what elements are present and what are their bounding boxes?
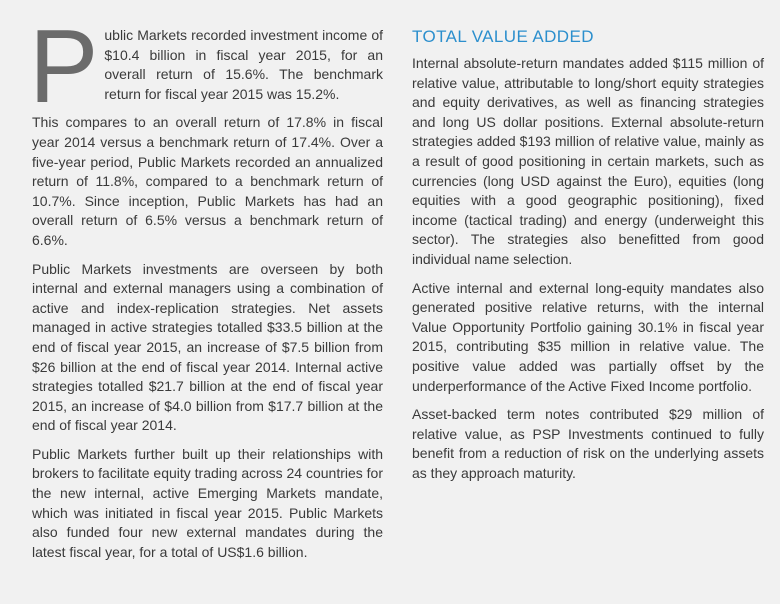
returns-comparison-paragraph: This compares to an overall return of 17.8% in fiscal year 2014 versus a benchmark return of 17.4%. Over a five-year period, Public Markets recorded an annualized return of 11.8%, compared to a benchmark return of 10.7%. Since inception, Public Markets has had an overall return of 6.5% versus a benchmark return of 6.6%. <box>32 114 383 248</box>
dropcap-letter: P <box>29 9 99 125</box>
long-equity-paragraph: Active internal and external long-equity mandates also generated positive relative returns, with the internal Value Opportunity Portfolio gaining 30.1% in fiscal year 2015, contributing $35 million in relative value. The positive value added was partially offset by the underperformance of the Active Fixed Income portfolio. <box>412 279 764 394</box>
section-heading: TOTAL VALUE ADDED <box>412 27 594 46</box>
managers-strategies-paragraph: Public Markets investments are overseen by both internal and external managers using a combination of active and index-replication strategies. Net assets managed in active strategies totalled $33.5 billion at the end of fiscal year 2015, an increase of $7.5 billion from $26 billion at the end of fiscal year 2014. Internal active strategies totalled $21.7 billion at the end of fiscal year 2015, an increase of $4.0 billion from $17.7 billion at the end of fiscal year 2014. <box>32 260 383 434</box>
broker-relationships-paragraph: Public Markets further built up their relationships with brokers to facilitate equity trading across 24 countries for the new internal, active Emerging Markets mandate, which was initiated in fiscal year 2015. Public Markets also funded four new external mandates during the latest fiscal year, for a total of US$1.6 billion. <box>32 445 383 560</box>
absolute-return-paragraph: Internal absolute-return mandates added $115 million of relative value, attributable to long/short equity strategies and equity derivatives, as well as financing strategies and long US dollar positions. External absolute-return strategies added $193 million of relative value, mainly as a result of good positioning in certain markets, such as currencies (long USD against the Euro), equities (long equities with a good geographic positioning), fixed income (tactical trading) and energy (underweight this sector). The strategies also benefitted from good individual name selection. <box>412 55 764 267</box>
right-column <box>412 26 764 492</box>
asset-backed-paragraph: Asset-backed term notes contributed $29 million of relative value, as PSP Investments continued to fully benefit from a reduction of risk on the underlying assets as they approach maturity. <box>412 406 764 481</box>
intro-paragraph <box>29 9 383 125</box>
intro-paragraph-text: ublic Markets recorded investment income of $10.4 billion in fiscal year 2015, for an overall return of 15.6%. The benchmark return for fiscal year 2015 was 15.2%. <box>104 27 383 102</box>
left-column <box>29 9 383 571</box>
